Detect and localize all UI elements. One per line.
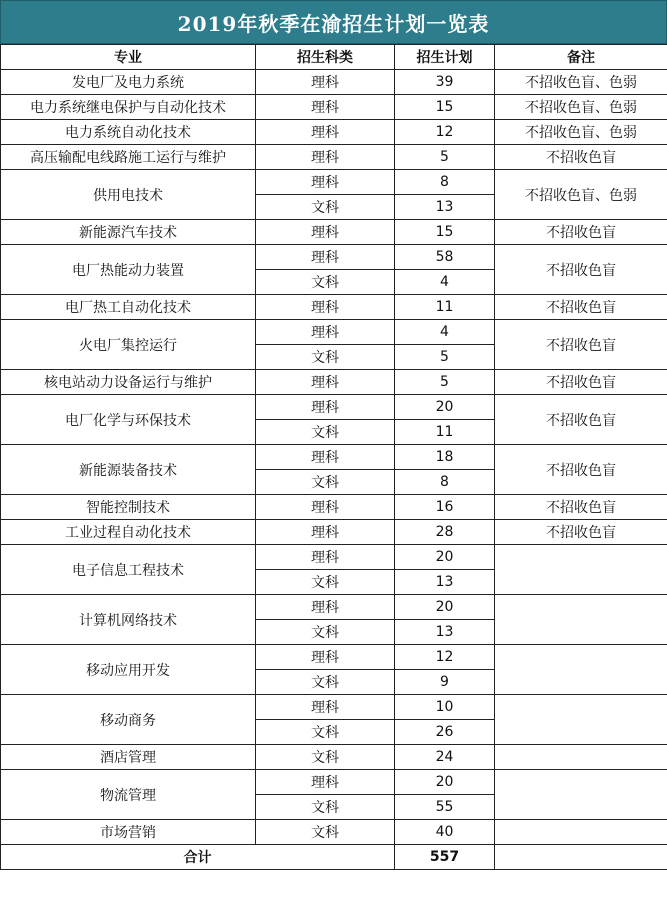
note-cell: 不招收色盲 (495, 520, 667, 545)
total-label: 合计 (1, 845, 395, 870)
header-note: 备注 (495, 45, 667, 70)
table-row (1, 520, 667, 545)
table-row (1, 820, 667, 845)
plan-cell: 15 (395, 95, 495, 120)
plan-cell: 24 (395, 745, 495, 770)
table-row (1, 70, 667, 95)
major-name: 电力系统自动化技术 (1, 120, 256, 145)
major-name: 移动商务 (1, 695, 256, 745)
plan-cell: 5 (395, 370, 495, 395)
major-name: 计算机网络技术 (1, 595, 256, 645)
enrollment-plan-table (0, 44, 667, 870)
major-name: 酒店管理 (1, 745, 256, 770)
major-name: 电厂化学与环保技术 (1, 395, 256, 445)
plan-cell: 8 (395, 170, 495, 195)
note-cell (495, 595, 667, 645)
category-cell: 文科 (256, 820, 395, 845)
plan-cell: 15 (395, 220, 495, 245)
total-value: 557 (395, 845, 495, 870)
plan-cell: 5 (395, 145, 495, 170)
category-cell: 理科 (256, 695, 395, 720)
plan-cell: 10 (395, 695, 495, 720)
category-cell: 理科 (256, 770, 395, 795)
category-cell: 理科 (256, 70, 395, 95)
table-row (1, 745, 667, 770)
table-row (1, 695, 667, 720)
table-row (1, 295, 667, 320)
note-cell: 不招收色盲、色弱 (495, 95, 667, 120)
category-cell: 理科 (256, 645, 395, 670)
plan-cell: 5 (395, 345, 495, 370)
category-cell: 理科 (256, 520, 395, 545)
header-major: 专业 (1, 45, 256, 70)
plan-cell: 4 (395, 270, 495, 295)
major-name: 新能源汽车技术 (1, 220, 256, 245)
table-row (1, 370, 667, 395)
plan-cell: 40 (395, 820, 495, 845)
major-name: 高压输配电线路施工运行与维护 (1, 145, 256, 170)
category-cell: 理科 (256, 245, 395, 270)
category-cell: 理科 (256, 595, 395, 620)
table-row (1, 645, 667, 670)
table-row (1, 220, 667, 245)
major-name: 工业过程自动化技术 (1, 520, 256, 545)
major-name: 供用电技术 (1, 170, 256, 220)
plan-cell: 20 (395, 770, 495, 795)
note-cell: 不招收色盲 (495, 495, 667, 520)
plan-cell: 13 (395, 195, 495, 220)
major-name: 发电厂及电力系统 (1, 70, 256, 95)
plan-cell: 13 (395, 620, 495, 645)
note-cell: 不招收色盲、色弱 (495, 170, 667, 220)
category-cell: 理科 (256, 220, 395, 245)
category-cell: 理科 (256, 320, 395, 345)
category-cell: 文科 (256, 470, 395, 495)
category-cell: 理科 (256, 370, 395, 395)
plan-cell: 11 (395, 420, 495, 445)
total-note (495, 845, 667, 870)
note-cell (495, 645, 667, 695)
category-cell: 理科 (256, 495, 395, 520)
major-name: 电厂热能动力装置 (1, 245, 256, 295)
plan-cell: 18 (395, 445, 495, 470)
note-cell: 不招收色盲 (495, 370, 667, 395)
major-name: 电厂热工自动化技术 (1, 295, 256, 320)
plan-cell: 20 (395, 395, 495, 420)
note-cell: 不招收色盲 (495, 320, 667, 370)
table-row (1, 545, 667, 570)
note-cell: 不招收色盲、色弱 (495, 120, 667, 145)
category-cell: 文科 (256, 270, 395, 295)
major-name: 物流管理 (1, 770, 256, 820)
table-row (1, 445, 667, 470)
major-name: 电力系统继电保护与自动化技术 (1, 95, 256, 120)
note-cell (495, 695, 667, 745)
note-cell: 不招收色盲 (495, 445, 667, 495)
plan-cell: 11 (395, 295, 495, 320)
major-name: 核电站动力设备运行与维护 (1, 370, 256, 395)
category-cell: 文科 (256, 570, 395, 595)
plan-cell: 13 (395, 570, 495, 595)
table-row (1, 95, 667, 120)
major-name: 火电厂集控运行 (1, 320, 256, 370)
note-cell (495, 770, 667, 820)
table-body (1, 70, 667, 845)
table-row (1, 320, 667, 345)
table-row (1, 495, 667, 520)
table-row (1, 770, 667, 795)
plan-cell: 28 (395, 520, 495, 545)
category-cell: 文科 (256, 795, 395, 820)
category-cell: 文科 (256, 195, 395, 220)
category-cell: 理科 (256, 145, 395, 170)
note-cell (495, 545, 667, 595)
table-row (1, 145, 667, 170)
category-cell: 文科 (256, 720, 395, 745)
plan-cell: 55 (395, 795, 495, 820)
category-cell: 理科 (256, 95, 395, 120)
plan-cell: 20 (395, 595, 495, 620)
table-title: 2019年秋季在渝招生计划一览表 (0, 0, 667, 44)
table-row (1, 120, 667, 145)
plan-cell: 9 (395, 670, 495, 695)
category-cell: 理科 (256, 170, 395, 195)
category-cell: 文科 (256, 420, 395, 445)
plan-cell: 12 (395, 645, 495, 670)
total-row (1, 845, 667, 870)
major-name: 移动应用开发 (1, 645, 256, 695)
category-cell: 文科 (256, 745, 395, 770)
plan-cell: 4 (395, 320, 495, 345)
note-cell: 不招收色盲 (495, 395, 667, 445)
category-cell: 理科 (256, 545, 395, 570)
note-cell (495, 820, 667, 845)
major-name: 电子信息工程技术 (1, 545, 256, 595)
table-row (1, 595, 667, 620)
category-cell: 理科 (256, 395, 395, 420)
category-cell: 文科 (256, 345, 395, 370)
note-cell (495, 745, 667, 770)
table-row (1, 170, 667, 195)
note-cell: 不招收色盲、色弱 (495, 70, 667, 95)
plan-cell: 12 (395, 120, 495, 145)
note-cell: 不招收色盲 (495, 245, 667, 295)
plan-cell: 8 (395, 470, 495, 495)
table-row (1, 245, 667, 270)
note-cell: 不招收色盲 (495, 220, 667, 245)
major-name: 智能控制技术 (1, 495, 256, 520)
note-cell: 不招收色盲 (495, 295, 667, 320)
category-cell: 理科 (256, 445, 395, 470)
note-cell: 不招收色盲 (495, 145, 667, 170)
category-cell: 文科 (256, 620, 395, 645)
plan-cell: 58 (395, 245, 495, 270)
header-category: 招生科类 (256, 45, 395, 70)
category-cell: 理科 (256, 120, 395, 145)
plan-cell: 39 (395, 70, 495, 95)
major-name: 新能源装备技术 (1, 445, 256, 495)
category-cell: 文科 (256, 670, 395, 695)
header-row (1, 45, 667, 70)
header-plan: 招生计划 (395, 45, 495, 70)
plan-cell: 26 (395, 720, 495, 745)
table-row (1, 395, 667, 420)
plan-cell: 20 (395, 545, 495, 570)
plan-cell: 16 (395, 495, 495, 520)
category-cell: 理科 (256, 295, 395, 320)
major-name: 市场营销 (1, 820, 256, 845)
